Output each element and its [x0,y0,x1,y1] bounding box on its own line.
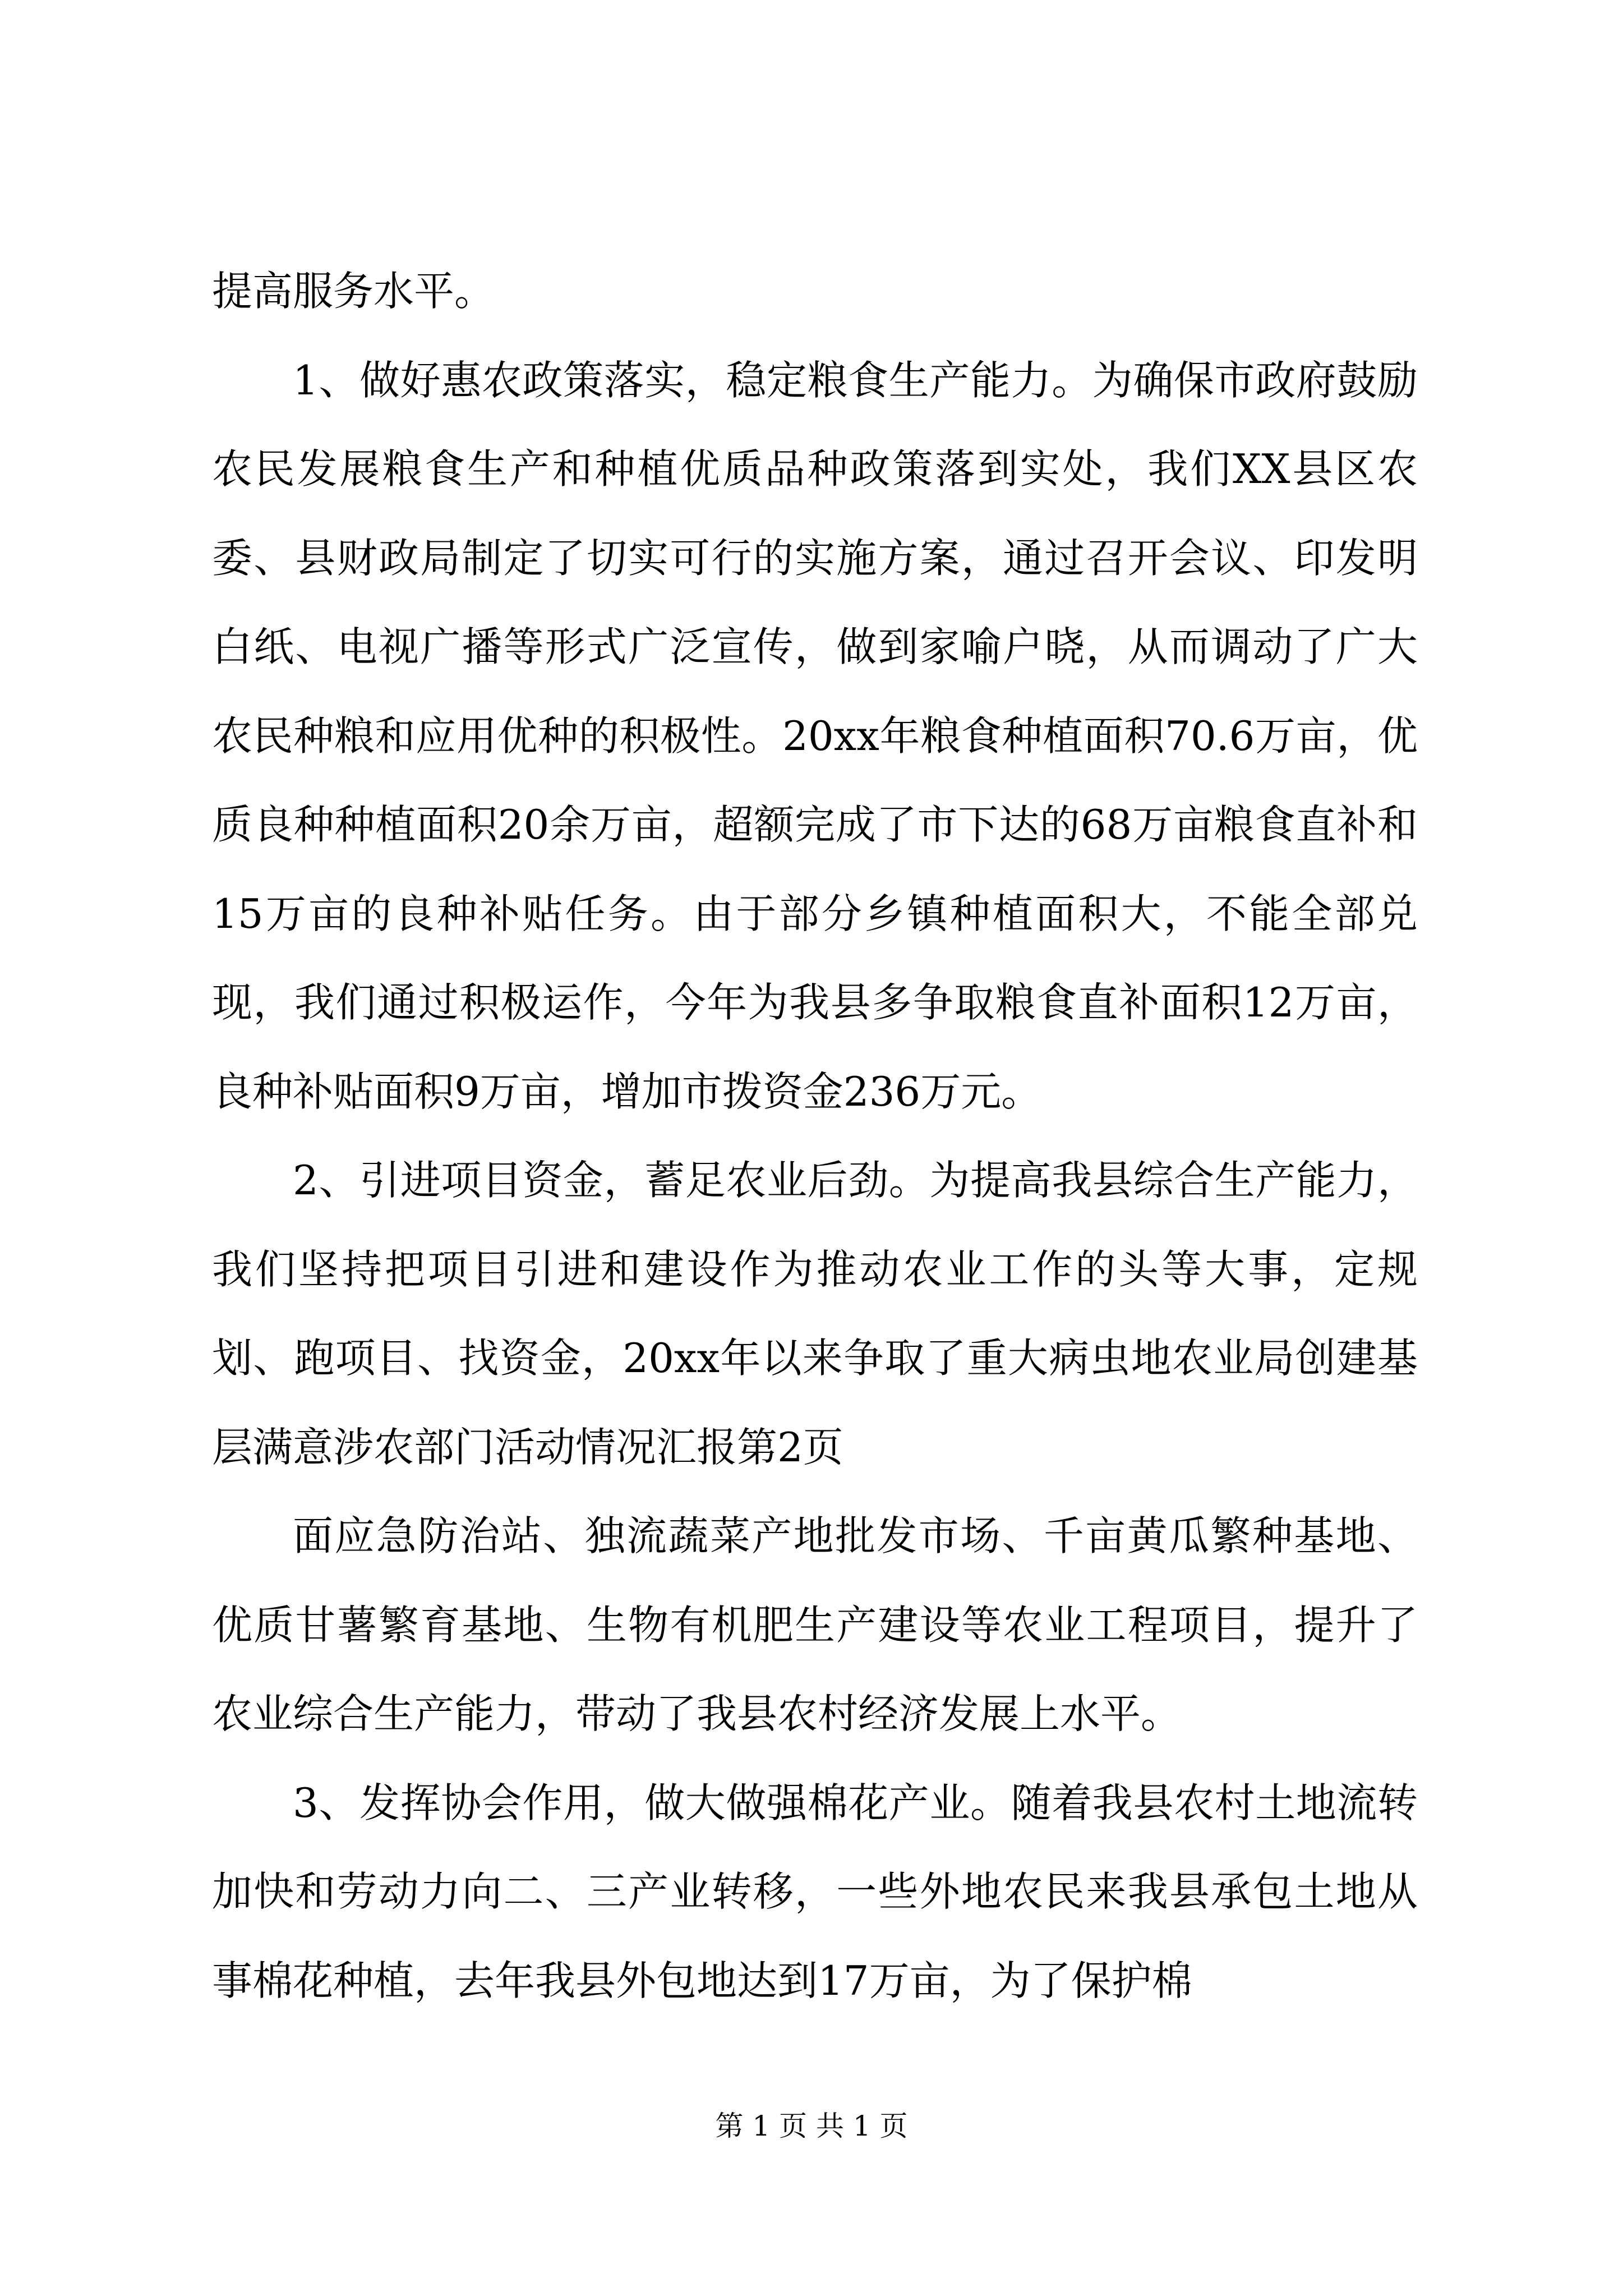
paragraph-grain-policy: 1、做好惠农政策落实，稳定粮食生产能力。为确保市政府鼓励农民发展粮食生产和种植优质品种政策落到实处，我们XX县区农委、县财政局制定了切实可行的实施方案，通过召开会议、印发明白纸、电视广播等形式广泛宣传，做到家喻户晓，从而调动了广大农民种粮和应用优种的积极性。20xx年粮食种植面积70.6万亩，优质良种种植面积20余万亩，超额完成了市下达的68万亩粮食直补和15万亩的良种补贴任务。由于部分乡镇种植面积大，不能全部兑现，我们通过积极运作，今年为我县多争取粮食直补面积12万亩，良种补贴面积9万亩，增加市拨资金236万元。 [212,356,1418,1115]
paragraph-cotton-industry: 3、发挥协会作用，做大做强棉花产业。随着我县农村土地流转加快和劳动力向二、三产业转移，一些外地农民来我县承包土地从事棉花种植，去年我县外包地达到17万亩，为了保护棉 [212,1779,1418,2004]
page-footer: 第 1 页 共 1 页 [715,2110,908,2142]
paragraph-continuation: 提高服务水平。 [212,268,495,315]
paragraph-project-funding: 2、引进项目资金，蓄足农业后劲。为提高我县综合生产能力，我们坚持把项目引进和建设作为推动农业工作的头等大事，定规划、跑项目、找资金，20xx年以来争取了重大病虫地农业局创建基层满意涉农部门活动情况汇报第2页 [212,1157,1418,1471]
paragraph-agricultural-projects: 面应急防治站、独流蔬菜产地批发市场、千亩黄瓜繁种基地、优质甘薯繁育基地、生物有机肥生产建设等农业工程项目，提升了农业综合生产能力，带动了我县农村经济发展上水平。 [212,1512,1418,1737]
document-body [212,247,1418,2025]
